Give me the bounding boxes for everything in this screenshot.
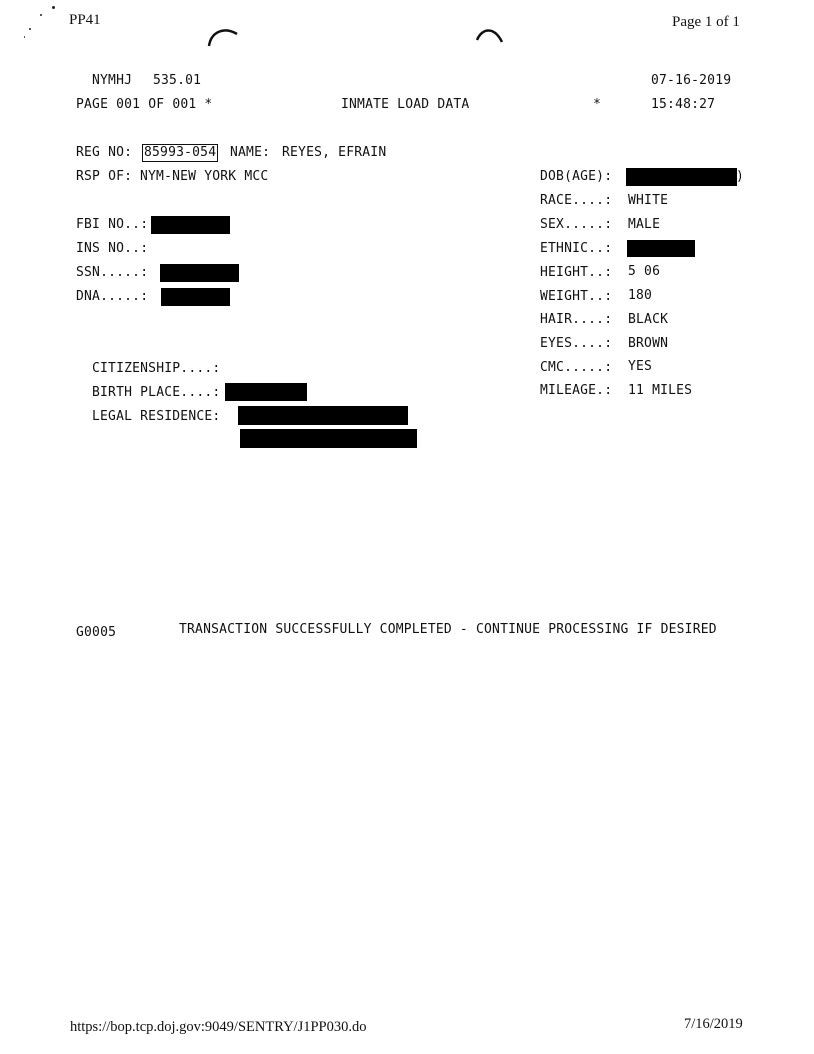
eyes-value: BROWN: [628, 336, 669, 351]
race-value: WHITE: [628, 193, 669, 208]
birth-place-label: BIRTH PLACE....:: [92, 385, 221, 400]
ssn-label: SSN.....:: [76, 265, 149, 280]
redaction-box: [161, 288, 230, 306]
status-code: G0005: [76, 625, 117, 640]
title-star: *: [593, 97, 602, 112]
redaction-box: [238, 406, 408, 425]
height-label: HEIGHT..:: [540, 265, 613, 280]
redaction-box: [160, 264, 239, 282]
redaction-box: [626, 168, 737, 186]
screen-title: INMATE LOAD DATA: [341, 97, 470, 112]
cmc-value: YES: [628, 359, 653, 374]
redaction-box: [240, 429, 417, 448]
hair-value: BLACK: [628, 312, 669, 327]
dob-paren: ): [736, 169, 745, 184]
punch-hole-mark: [206, 24, 240, 48]
reg-no-field[interactable]: 85993-054: [144, 145, 217, 160]
system-code: NYMHJ: [92, 73, 133, 88]
print-header-right: Page 1 of 1: [672, 14, 740, 30]
eyes-label: EYES....:: [540, 336, 613, 351]
system-version: 535.01: [153, 73, 202, 88]
cmc-label: CMC.....:: [540, 360, 613, 375]
sex-label: SEX.....:: [540, 217, 613, 232]
screen-date: 07-16-2019: [651, 73, 732, 88]
dna-label: DNA.....:: [76, 289, 149, 304]
height-value: 5 06: [628, 264, 661, 279]
scan-speck: [29, 28, 31, 30]
print-footer-url: https://bop.tcp.doj.gov:9049/SENTRY/J1PP030.do: [70, 1019, 367, 1035]
citizenship-label: CITIZENSHIP....:: [92, 361, 221, 376]
name-value: REYES, EFRAIN: [282, 145, 387, 160]
mileage-value: 11 MILES: [628, 383, 693, 398]
hair-label: HAIR....:: [540, 312, 613, 327]
weight-label: WEIGHT..:: [540, 289, 613, 304]
scan-speck: [24, 36, 25, 38]
fbi-label: FBI NO..:: [76, 217, 149, 232]
status-message: TRANSACTION SUCCESSFULLY COMPLETED - CONTINUE PROCESSING IF DESIRED: [179, 622, 717, 637]
scan-speck: [52, 6, 55, 9]
scan-speck: [40, 14, 42, 16]
rsp-label: RSP OF:: [76, 169, 133, 184]
name-label: NAME:: [230, 145, 271, 160]
rsp-value: NYM-NEW YORK MCC: [140, 169, 269, 184]
ins-label: INS NO..:: [76, 241, 149, 256]
sex-value: MALE: [628, 217, 661, 232]
mileage-label: MILEAGE.:: [540, 383, 613, 398]
punch-hole-mark: [474, 26, 506, 48]
race-label: RACE....:: [540, 193, 613, 208]
dob-label: DOB(AGE):: [540, 169, 613, 184]
print-header-left: PP41: [69, 12, 101, 28]
page-indicator: PAGE 001 OF 001 *: [76, 97, 213, 112]
redaction-box: [225, 383, 307, 401]
redaction-box: [151, 216, 230, 234]
print-footer-date: 7/16/2019: [684, 1016, 743, 1032]
legal-residence-label: LEGAL RESIDENCE:: [92, 409, 221, 424]
ethnic-label: ETHNIC..:: [540, 241, 613, 256]
weight-value: 180: [628, 288, 653, 303]
screen-time: 15:48:27: [651, 97, 716, 112]
redaction-box: [627, 240, 695, 257]
reg-no-label: REG NO:: [76, 145, 133, 160]
